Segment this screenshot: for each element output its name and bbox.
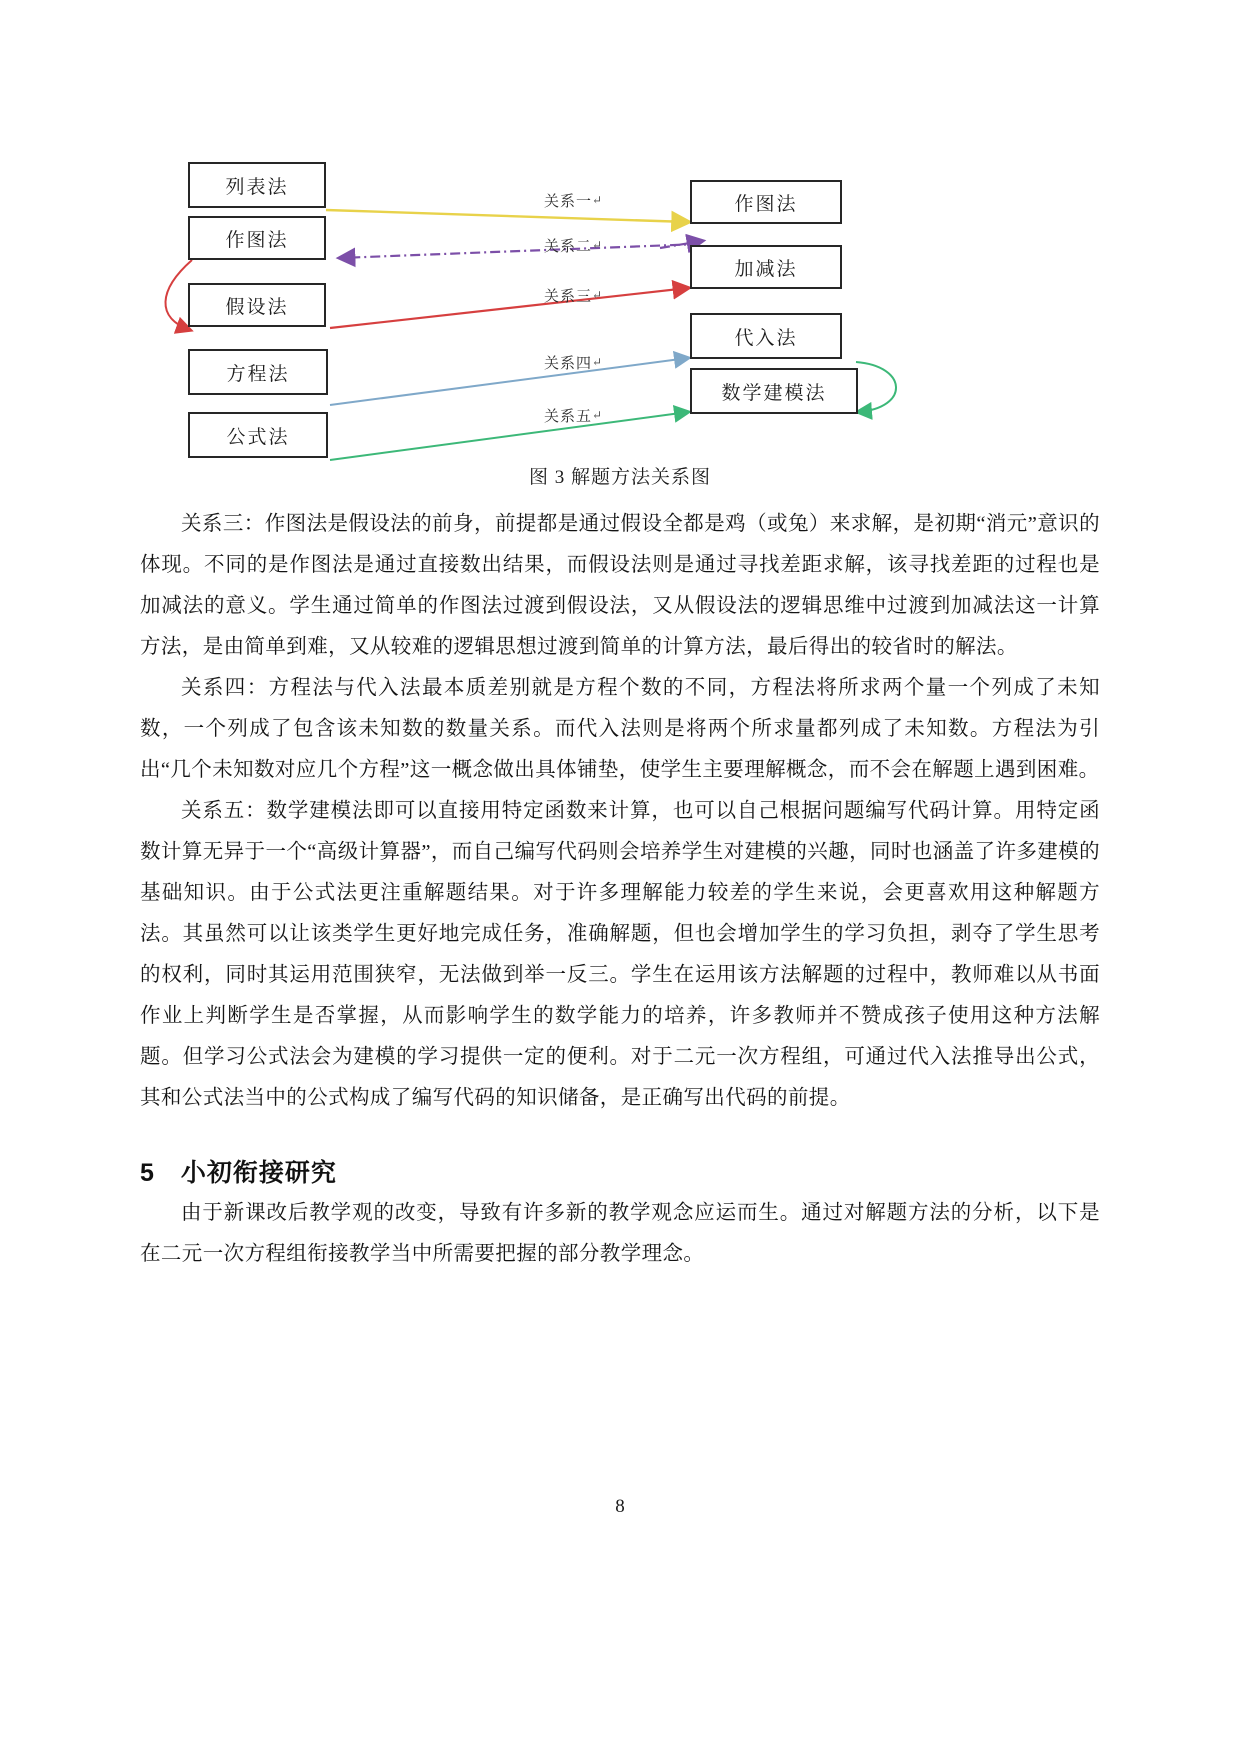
edge-curve-substitution-to-modeling xyxy=(856,362,896,412)
edge-label-relation-4 xyxy=(544,352,603,373)
figure-node-list-method xyxy=(188,162,326,208)
edge-label-relation-1 xyxy=(544,190,603,211)
pilcrow-mark: ↵ xyxy=(592,408,604,422)
pilcrow-mark: ↵ xyxy=(592,288,604,302)
section-heading-5 xyxy=(140,1153,1100,1189)
edge-label-relation-5 xyxy=(544,405,603,426)
figure-node-label: 列表法 xyxy=(225,176,289,198)
pilcrow-mark: ↵ xyxy=(592,355,604,369)
body-text xyxy=(140,504,1100,1275)
figure-node-label: 数学建模法 xyxy=(721,382,827,404)
figure-node-elimination-method xyxy=(690,245,842,289)
paragraph-relation-3: 关系三：作图法是假设法的前身，前提都是通过假设全都是鸡（或兔）来求解，是初期“消元”意识的体现。不同的是作图法是通过直接数出结果，而假设法则是通过寻找差距求解，该寻找差距的过程也是加减法的意义。学生通过简单的作图法过渡到假设法，又从假设法的逻辑思维中过渡到加减法这一计算方法，是由简单到难，又从较难的逻辑思想过渡到简单的计算方法，最后得出的较省时的解法。 xyxy=(140,513,1100,658)
edge-label-text: 关系四 xyxy=(544,356,593,372)
edge-label-relation-2 xyxy=(544,235,603,256)
edge-label-text: 关系五 xyxy=(544,409,593,425)
edge-relation-1 xyxy=(326,210,688,222)
paragraph-relation-5: 关系五：数学建模法即可以直接用特定函数来计算，也可以自己根据问题编写代码计算。用特定函数计算无异于一个“高级计算器”，而自己编写代码则会培养学生对建模的兴趣，同时也涵盖了许多建模的基础知识。由于公式法更注重解题结果。对于许多理解能力较差的学生来说，会更喜欢用这种解题方法。其虽然可以让该类学生更好地完成任务，准确解题，但也会增加学生的学习负担，剥夺了学生思考的权利，同时其运用范围狭窄，无法做到举一反三。学生在运用该方法解题的过程中，教师难以从书面作业上判断学生是否掌握，从而影响学生的数学能力的培养，许多教师并不赞成孩子使用这种方法解题。但学习公式法会为建模的学习提供一定的便利。对于二元一次方程组，可通过代入法推导出公式，其和公式法当中的公式构成了编写代码的知识储备，是正确写出代码的前提。 xyxy=(140,800,1100,1109)
figure-node-label: 作图法 xyxy=(225,229,289,251)
figure-node-drawing-method-right xyxy=(690,180,842,224)
edge-relation-2 xyxy=(340,244,700,258)
edge-relation-3 xyxy=(330,288,688,328)
page-number: 8 xyxy=(615,1496,625,1517)
figure-caption: 图 3 解题方法关系图 xyxy=(528,467,711,488)
pilcrow-mark: ↵ xyxy=(592,193,604,207)
edge-label-relation-3 xyxy=(544,285,603,306)
paragraph-relation-4: 关系四：方程法与代入法最本质差别就是方程个数的不同，方程法将所求两个量一个列成了未知数，一个列成了包含该未知数的数量关系。而代入法则是将两个所求量都列成了未知数。方程法为引出“几个未知数对应几个方程”这一概念做出具体铺垫，使学生主要理解概念，而不会在解题上遇到困难。 xyxy=(140,677,1100,781)
figure-node-formula-method xyxy=(188,412,328,458)
figure-canvas xyxy=(140,140,1100,460)
figure-node-label: 作图法 xyxy=(734,193,798,215)
figure-node-modeling-method xyxy=(690,368,858,414)
edge-relation-5 xyxy=(330,412,688,460)
figure-node-label: 加减法 xyxy=(734,258,798,280)
figure-node-drawing-method xyxy=(188,216,326,260)
figure-node-substitution-method xyxy=(690,313,842,359)
section-title: 小初衔接研究 xyxy=(180,1159,337,1187)
figure-3 xyxy=(140,140,1100,490)
edge-relation-4 xyxy=(330,358,688,405)
page-content xyxy=(140,0,1100,1275)
pilcrow-mark: ↵ xyxy=(592,238,604,252)
figure-node-assumption-method xyxy=(188,283,326,327)
figure-node-label: 公式法 xyxy=(226,426,290,448)
figure-node-label: 方程法 xyxy=(226,363,290,385)
section-number: 5 xyxy=(140,1159,155,1187)
paragraph-section-5-intro: 由于新课改后教学观的改变，导致有许多新的教学观念应运而生。通过对解题方法的分析，以下是在二元一次方程组衔接教学当中所需要把握的部分教学理念。 xyxy=(140,1202,1100,1265)
edge-label-text: 关系三 xyxy=(544,289,593,305)
figure-node-label: 假设法 xyxy=(225,296,289,318)
figure-node-equation-method xyxy=(188,349,328,395)
figure-node-label: 代入法 xyxy=(734,327,798,349)
edge-label-text: 关系二 xyxy=(544,239,593,255)
edge-label-text: 关系一 xyxy=(544,194,593,210)
